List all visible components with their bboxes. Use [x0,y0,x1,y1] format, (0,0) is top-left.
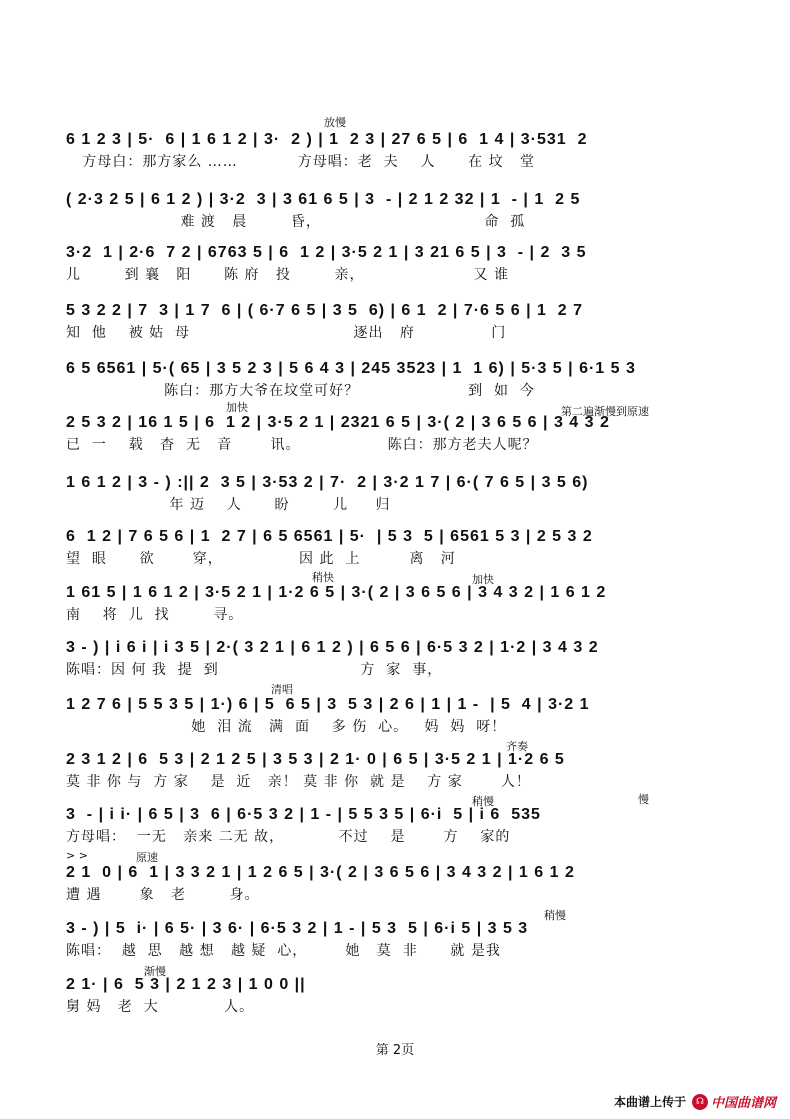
tempo-marking: 稍慢 [472,795,494,808]
score-row [66,849,746,915]
upload-text: 本曲谱上传于 [613,1095,686,1109]
tempo-marking: 渐慢 [144,965,166,978]
score-row [66,909,746,971]
jianpu-notes: 1 2 7 6 | 5 5 3 5 | 1·) 6 | 5 6 5 | 3 5 3 | 2 6 | 1 | 1 - | 5 4 | 3·2 1 [66,696,590,713]
lyrics-line: 已 一 载 杳 无 音 讯。 陈白：那方老夫人呢？ [66,437,538,453]
lyrics-line: 莫 非 你 与 方 家 是 近 亲！ 莫 非 你 就 是 方 家 人！ [66,774,531,790]
lyrics-line: 方母唱： 一无 亲来 二无 故， 不过 是 方 家的 [66,829,511,845]
tempo-marking: 原速 [136,851,158,864]
lyrics-line: 舅 妈 老 大 人。 [66,999,255,1015]
jianpu-notes: 3 - | i i· | 6 5 | 3 6 | 6·5 3 2 | 1 - | 5 5 3 5 | 6·i 5 | i 6 535 [66,806,541,823]
score-row [66,793,746,857]
score-row [66,243,746,295]
jianpu-notes: 3 - ) | i 6 i | i 3 5 | 2·( 3 2 1 | 6 1 2 ) | 6 5 6 | 6·5 3 2 | 1·2 | 3 4 3 2 [66,639,599,656]
site-logo[interactable] [692,1092,776,1111]
jianpu-notes: 6 1 2 | 7 6 5 6 | 1 2 7 | 6 5 6561 | 5· | 5 3 5 | 6561 5 3 | 2 5 3 2 [66,528,593,545]
score-row [66,527,746,579]
tempo-marking: 加快 [472,573,494,586]
logo-icon: ☊ [692,1094,708,1110]
page-number: 第 2页 [375,1043,415,1058]
score-row [66,473,746,525]
tempo-marking: 放慢 [324,116,346,129]
jianpu-notes: 1 61 5 | 1 6 1 2 | 3·5 2 1 | 1·2 6 5 | 3·( 2 | 3 6 5 6 | 3 4 3 2 | 1 6 1 2 [66,584,607,601]
score-row [66,571,746,635]
tempo-marking: 稍快 [312,571,334,584]
tempo-marking: 清唱 [271,683,293,696]
lyrics-line: 陈白：那方大爷在坟堂可好？ 到 如 今 [66,383,535,399]
tempo-marking: 慢 [638,793,649,806]
score-row [66,190,746,242]
jianpu-notes: 3 - ) | 5 i· | 6 5· | 3 6· | 6·5 3 2 | 1 - | 5 3 5 | 6·i 5 | 3 5 3 [66,920,529,937]
lyrics-line: 她 泪 流 满 面 多 伤 心。 妈 妈 呀！ [66,719,507,735]
lyrics-line: 陈唱：因 何 我 提 到 方 家 事， [66,662,443,678]
tempo-marking: 第二遍渐慢到原速 [561,405,649,418]
lyrics-line: 难 渡 晨 昏， 命 孤 [66,214,526,230]
site-name: 中国曲谱网 [710,1096,776,1111]
jianpu-notes: 1 6 1 2 | 3 - ) :|| 2 3 5 | 3·53 2 | 7· 2 | 3·2 1 7 | 6·( 7 6 5 | 3 5 6) [66,474,589,491]
score-row [66,965,746,1027]
tempo-marking: > > [66,849,88,862]
jianpu-notes: ( 2·3 2 5 | 6 1 2 ) | 3·2 3 | 3 61 6 5 | 3 - | 2 1 2 32 | 1 - | 1 2 5 [66,191,581,208]
score-row [66,683,746,747]
lyrics-line: 儿 到 襄 阳 陈 府 投 亲， 又 谁 [66,267,509,283]
tempo-marking: 稍慢 [544,909,566,922]
lyrics-line: 陈唱： 越 思 越 想 越 疑 心， 她 莫 非 就 是我 [66,943,501,959]
jianpu-notes: 6 5 6561 | 5·( 65 | 3 5 2 3 | 5 6 4 3 | 245 3523 | 1 1 6) | 5·3 5 | 6·1 5 3 [66,360,636,377]
jianpu-notes: 2 1 0 | 6 1 | 3 3 2 1 | 1 2 6 5 | 3·( 2 | 3 6 5 6 | 3 4 3 2 | 1 6 1 2 [66,864,575,881]
footer [614,1092,776,1111]
jianpu-notes: 6 1 2 3 | 5· 6 | 1 6 1 2 | 3· 2 ) | 1 2 3 | 27 6 5 | 6 1 4 | 3·531 2 [66,131,588,148]
lyrics-line: 年 迈 人 盼 儿 归 [66,497,391,513]
tempo-marking: 齐奏 [506,740,528,753]
lyrics-line: 遭 遇 象 老 身。 [66,887,260,903]
jianpu-notes: 3·2 1 | 2·6 7 2 | 6763 5 | 6 1 2 | 3·5 2 1 | 3 21 6 5 | 3 - | 2 3 5 [66,244,587,261]
score-row [66,638,746,690]
score-row [66,401,746,465]
tempo-marking: 加快 [226,401,248,414]
score-row [66,301,746,353]
lyrics-line: 知 他 被 姑 母 逐出 府 门 [66,325,507,341]
jianpu-notes: 2 3 1 2 | 6 5 3 | 2 1 2 5 | 3 5 3 | 2 1· 0 | 6 5 | 3·5 2 1 | 1·2 6 5 [66,751,565,768]
jianpu-notes: 2 1· | 6 5 3 | 2 1 2 3 | 1 0 0 || [66,976,306,993]
lyrics-line: 方母白：那方家么 …… 方母唱：老 夫 人 在 坟 堂 [66,154,535,170]
lyrics-line: 南 将 儿 找 寻。 [66,607,244,623]
jianpu-notes: 2 5 3 2 | 16 1 5 | 6 1 2 | 3·5 2 1 | 2321 6 5 | 3·( 2 | 3 6 5 6 | 3 4 3 2 [66,414,610,431]
jianpu-notes: 5 3 2 2 | 7 3 | 1 7 6 | ( 6·7 6 5 | 3 5 6) | 6 1 2 | 7·6 5 6 | 1 2 7 [66,302,584,319]
lyrics-line: 望 眼 欲 穿， 因 此 上 离 河 [66,551,456,567]
score-row [66,116,746,182]
